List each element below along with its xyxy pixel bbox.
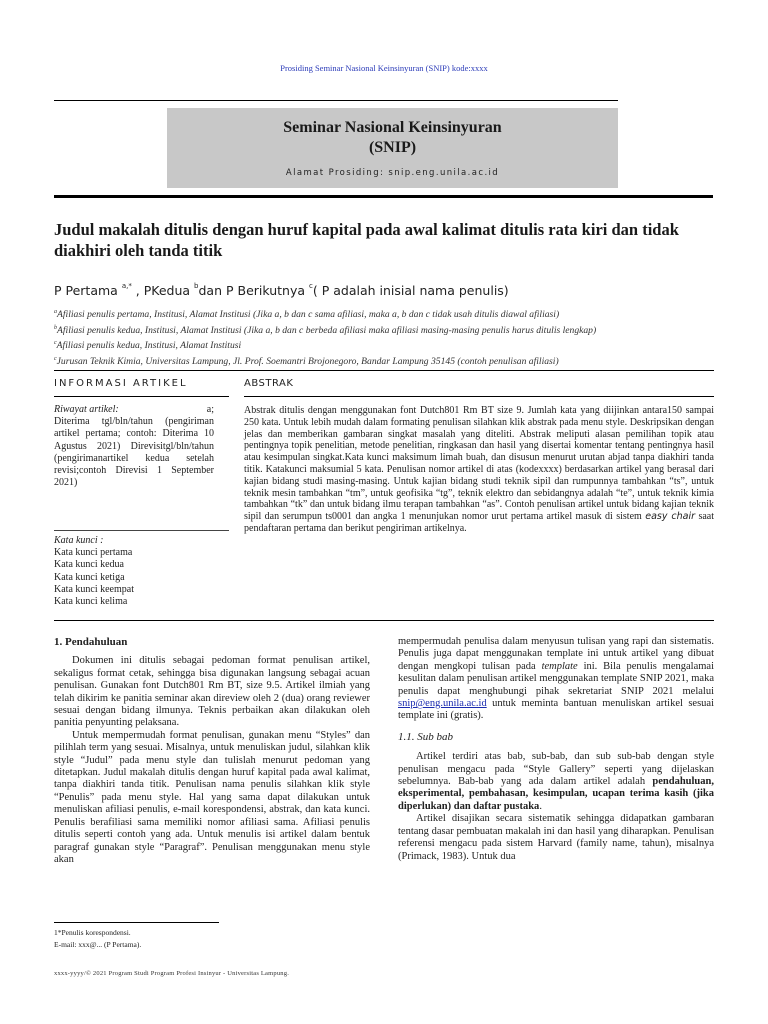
paper-title: Judul makalah ditulis dengan huruf kapital pada awal kalimat ditulis rata kiri dan tidak diakhiri oleh tanda titik (54, 220, 679, 260)
abstract-rule (244, 396, 714, 397)
keywords-block (54, 535, 229, 608)
author-note: ( P adalah inisial nama penulis) (312, 283, 509, 298)
abstract-heading: ABSTRAK (244, 378, 294, 389)
paragraph: Artikel disajikan secara sistematik sehingga didapatkan gambaran tentang dasar pembuatan makalah ini dan hasil yang diharapkan. Penulisan referensi mengacu pada sistem Harvard (family name, tahun), misalnya (Primack, 1983). Untuk dua (398, 813, 714, 862)
article-history: Riwayat artikel: a; Diterima tgl/bln/tahun (pengiriman artikel pertama; contoh: Diterima 10 Agustus 2021) Direvisitgl/bln/tahun (pengirimanartikel kedua setelah revisi;contoh Direvisi 1 September 2021) (54, 404, 214, 489)
keywords-rule (54, 530, 229, 531)
keyword-item: Kata kunci kedua (54, 559, 124, 571)
keyword-item: Kata kunci pertama (54, 547, 133, 559)
keyword-item: Kata kunci ketiga (54, 571, 125, 583)
affiliation-c: $^c$Afiliasi penulis kedua, Institusi, Alamat Institusi (54, 340, 242, 352)
keyword-item: Kata kunci keempat (54, 583, 134, 595)
subsection-heading: 1.1. Sub bab (398, 730, 453, 743)
info-rule (54, 396, 229, 397)
history-label: Riwayat artikel: (54, 404, 119, 415)
footnote-rule (54, 922, 219, 923)
affiliation-c-example: $^c$Jurusan Teknik Kimia, Universitas Lampung, Jl. Prof. Soemantri Brojonegoro, Bandar Lampung 35145 (contoh penulisan afiliasi) (54, 355, 559, 367)
email-link[interactable]: snip@eng.unila.ac.id (398, 698, 487, 710)
header-rule (54, 100, 618, 101)
header-thick-rule (54, 195, 713, 198)
author-sep: , PKedua (131, 283, 195, 298)
affiliations (54, 306, 724, 368)
author-1: P Pertama (54, 283, 122, 298)
affiliation-a: $^a$Afiliasi penulis pertama, Institusi, Alamat Institusi (Jika a, b dan c sama afiliasi, maka a, b dan c tidak usah ditulis diawal afiliasi) (54, 309, 560, 321)
running-header: Prosiding Seminar Nasional Keinsinyuran (SNIP) kode:xxxx (280, 63, 488, 73)
footnote-email: E-mail: xxx@... (P Pertama). (54, 940, 142, 949)
author-2-sup: b (194, 282, 199, 290)
author-list (54, 283, 714, 298)
section-heading: 1. Pendahuluan (54, 636, 128, 648)
keyword-item: Kata kunci kelima (54, 596, 128, 608)
paragraph: Untuk mempermudah format penulisan, gunakan menu “Styles” dan pilihlah term yang sesuai. Misalnya, untuk menuliskan judul, silahkan klik style “Judul” pada menu style dan tulislah menurut pedoman yang ditetapkan. Judul makalah ditulis dengan huruf kapital pada awal kalimat, tanpa diakhiri tanda titik. Penulisan nama penulis silahkan klik style “Penulis” pada menu style. Hal yang sama dapat dilakukan untuk menuliskan afiliasi penulis, e-mail korespondensi, abstrak, dan kata kunci. Penulis berafiliasi sama memiliki nomor afiliasi sama. Afiliasi penulis ditulis seperti contoh yang ada. Untuk menulis isi artikel dalam bentuk paragraf gunakan style “Paragraf”. Penulisan menggunakan menu style akan (54, 729, 370, 865)
affiliation-b: $^b$Afiliasi penulis kedua, Institusi, Alamat Institusi (Jika a, b dan c berbeda afiliasi maka afiliasi masing-masing penulis harus ditulis lengkap) (54, 324, 597, 336)
section-rule (54, 370, 714, 371)
article-info-heading: INFORMASI ARTIKEL (54, 378, 188, 389)
author-3-sup: c (309, 282, 313, 290)
paragraph: mempermudah penulisa dalam menyusun tulisan yang rapi dan sistematis. Penulis juga dapat menggunakan template ini untuk artikel yang dibuat dengan mengkopi tulisan pada template ini. Bila penulis mengalamai kesulitan dalam penulisan artikel menggunakan template SNIP 2021, maka penulis dapat menghubungi pihak sekretariat SNIP 2021 melalui snip@eng.unila.ac.id untuk meminta bantuan menuliskan artikel sesuai template ini (gratis). (398, 636, 714, 722)
paragraph: Artikel terdiri atas bab, sub-bab, dan sub sub-bab dengan style penulisan mengacu pada “Style Gallery” seperti yang dijelaskan sebelumnya. Bab-bab yang ada dalam artikel adalah pendahuluan, eksperimental, pembahasan, kesimpulan, ucapan terima kasih (jika diperlukan) dan daftar pustaka. (398, 751, 714, 812)
history-text: Diterima tgl/bln/tahun (pengiriman artikel pertama; contoh: Diterima 10 Agustus 2021) Direvisitgl/bln/tahun (pengirimanartikel kedua setelah revisi;contoh Direvisi 1 September 2021) (54, 416, 214, 489)
author-3: dan P Berikutnya (198, 283, 310, 298)
journal-address: Alamat Prosiding: snip.eng.unila.ac.id (285, 168, 500, 178)
journal-abbrev: (SNIP) (368, 139, 417, 156)
footnote-corresponding: 1*Penulis korespondensi. (54, 928, 131, 937)
author-1-sup: a,* (121, 282, 132, 290)
body-rule (54, 620, 714, 621)
body-right-column (398, 636, 714, 863)
paragraph: Dokumen ini ditulis sebagai pedoman format penulisan artikel, sekaligus format cetak, sehingga bisa digunakan langsung sebagai acuan penulisan. Gunakan font Dutch801 Rm BT, size 9.5. Artikel ilmiah yang telah dikirim ke panitia seminar akan direview oleh 2 (dua) orang reviewer sesuai dengan bidang ilmunya. Teknis perbaikan akan dilakukan oleh panitia penyunting pelaksana. (54, 655, 370, 729)
keywords-label: Kata kunci : (54, 535, 104, 546)
copyright-line: xxxx-yyyy/© 2021 Program Studi Program Profesi Insinyur - Universitas Lampung. (54, 970, 290, 977)
journal-title: Seminar Nasional Keinsinyuran (283, 119, 502, 136)
abstract-text: Abstrak ditulis dengan menggunakan font Dutch801 Rm BT size 9. Jumlah kata yang diijinkan antara150 sampai 250 kata. Untuk lebih mudah dalam formating penulisan silahkan klik abstrak pada menu style. Deskripsikan dengan jelas dan memberikan gambaran singkat masalah yang diteliti. Abstrak meliputi alasan pemilihan topik atau pentingnya topik penelitian, metode penelitian, ringkasan dan hasil yang disertai komentar tentang pentingnya hasil atau kesimpulan singkat.Kata kunci maksimum limah buah, dan disusun menurut urutan abjad tanpa diakhiri tanda titik. Katakunci maksumial 5 kata. Penulisan nomor artikel di atas (kodexxxx) berdasarkan artikel yang berasal dari kajian bidang studi masing-masing. Untuk kajian bidang studi teknik sipil dan rumpunnya tambahkan “ts”, untuk teknik mesin tambahkan “tm”, untuk geofisika “tg”, teknik elektro dan sebidangnya adalah “te”, untuk teknik kimia tambahkan “tk” dan untuk bidang ilmu terapan tambahkan “as”. Contoh penulisan artikel untuk bidang kajian teknik sipil dan serumpun ts0001 dan angka 1 menunjukan nomor urut pertama artikel masuk di sistem easy chair saat pendaftaran pertama dan berikut pengiriman artikelnya. (244, 405, 714, 534)
body-left-column (54, 636, 370, 866)
